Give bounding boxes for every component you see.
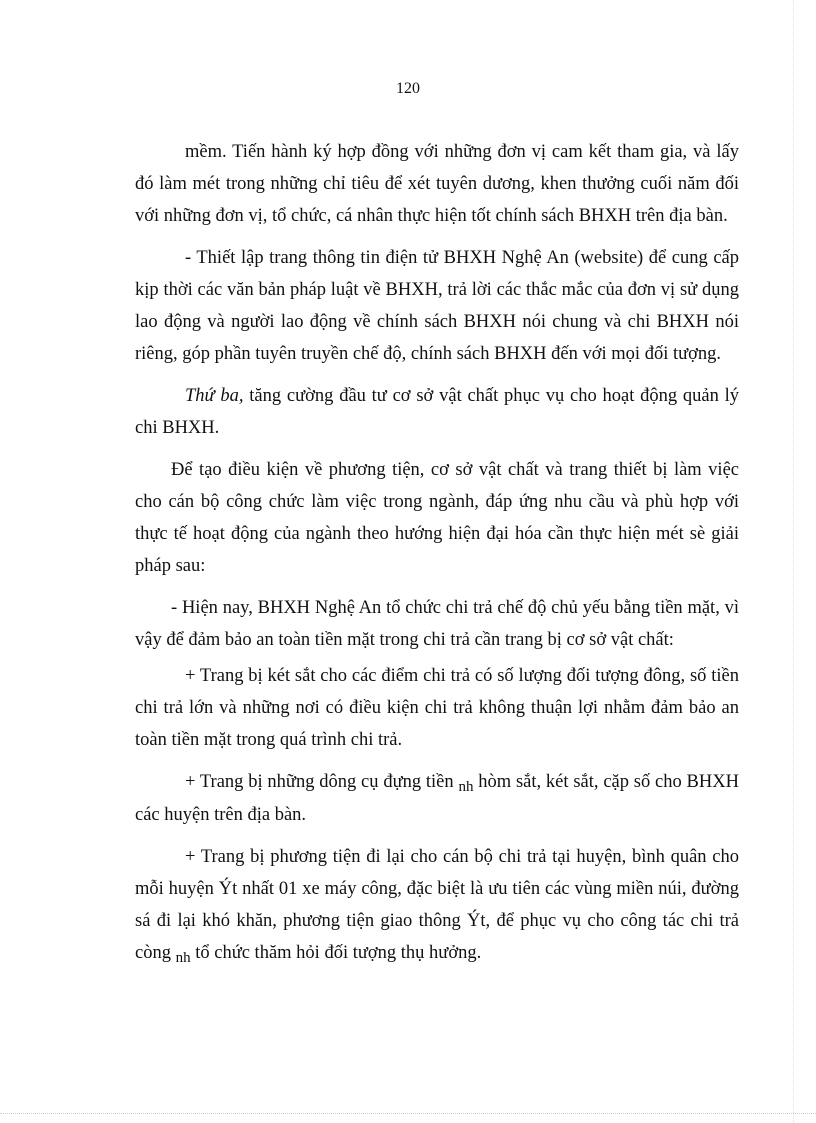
paragraph-6: + Trang bị két sắt cho các điểm chi trả có số lượng đối tượng đông, số tiền chi trả lớn và những nơi có điều kiện chi trả không thuận lợi nhằm đảm bảo an toàn tiền mặt trong quá trình chi trả.: [135, 666, 739, 750]
paragraph-3-italic: Thứ ba,: [185, 386, 244, 406]
paragraph-8-sub: nh: [175, 950, 191, 966]
paragraph-3-rest: tăng cường đầu tư cơ sở vật chất phục vụ cho hoạt động quản lý chi BHXH.: [135, 386, 740, 438]
paragraph-4: Để tạo điều kiện về phương tiện, cơ sở vật chất và trang thiết bị làm việc cho cán bộ công chức làm việc trong ngành, đáp ứng nhu cầu và phù hợp với thực tế hoạt động của ngành theo hướng hiện đại hóa cần thực hiện mét sè giải pháp sau:: [135, 460, 739, 576]
paragraph-8-a: + Trang bị phương tiện đi lại cho cán bộ chi trả tại huyện, bình quân cho mỗi huyện Ýt nhất 01 xe máy công, đặc biệt là ưu tiên các vùng miền núi, đường sá đi lại khó khăn, phương tiện giao thông Ýt, để phục vụ cho công tác chi trả còng: [135, 847, 739, 963]
paragraph-7: [135, 766, 739, 831]
paragraph-8-b: tổ chức thăm hỏi đối tượng thụ hưởng.: [190, 943, 482, 963]
paragraph-5: - Hiện nay, BHXH Nghệ An tổ chức chi trả chế độ chủ yếu bằng tiền mặt, vì vậy để đảm bảo an toàn tiền mặt trong chi trả cần trang bị cơ sở vật chất:: [135, 598, 739, 650]
page-bottom-border: [0, 1113, 816, 1114]
paragraph-7-a: + Trang bị những dông cụ đựng tiền: [185, 772, 459, 792]
paragraph-7-sub: nh: [458, 779, 474, 795]
paragraph-2: - Thiết lập trang thông tin điện tử BHXH Nghệ An (website) để cung cấp kịp thời các văn bản pháp luật về BHXH, trả lời các thắc mắc của đơn vị sử dụng lao động và người lao động về chính sách BHXH nói chung và chi BHXH nói riêng, góp phần tuyên truyền chế độ, chính sách BHXH đến với mọi đối tượng.: [135, 248, 739, 364]
page-right-border: [793, 0, 794, 1123]
page-number: 120: [396, 80, 420, 97]
paragraph-7-b: hòm sắt, két sắt, cặp số cho BHXH các huyện trên địa bàn.: [135, 772, 739, 825]
paragraph-8: [135, 841, 739, 970]
paragraph-3: [135, 380, 739, 444]
document-body: [135, 136, 739, 980]
paragraph-1: mềm. Tiến hành ký hợp đồng với những đơn vị cam kết tham gia, và lấy đó làm mét trong những chỉ tiêu để xét tuyên dương, khen thưởng cuối năm đối với những đơn vị, tổ chức, cá nhân thực hiện tốt chính sách BHXH trên địa bàn.: [135, 142, 739, 226]
